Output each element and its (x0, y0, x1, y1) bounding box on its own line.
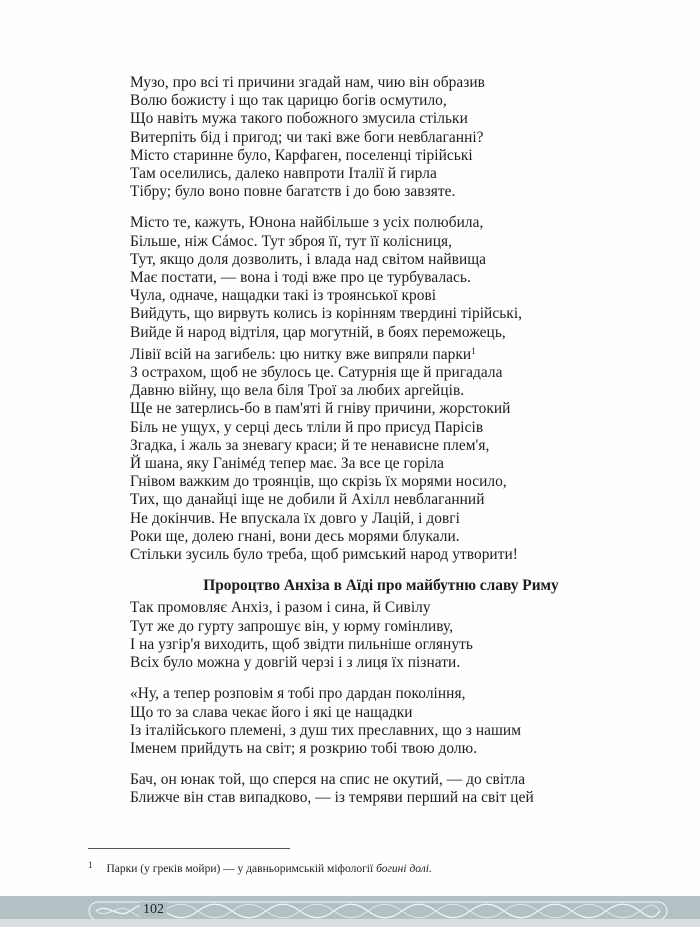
poem-line: Там оселились, далеко навпроти Італії й гирла (130, 165, 437, 183)
poem-line: Так промовляє Анхіз, і разом і сина, й Сивілу (130, 599, 431, 617)
poem-line: З острахом, щоб не збулось це. Сатурнія ще й пригадала (130, 364, 503, 382)
poem-line: Тут, якщо доля дозволить, і влада над світом найвища (130, 250, 487, 268)
poem-line: Більше, ніж Сáмос. Тут зброя її, тут її колісниця, (130, 232, 453, 250)
stanza-3 (130, 599, 580, 672)
poem-line: Тібру; було воно повне багатств і до бою завзяте. (130, 183, 456, 201)
poem-line: Не докінчив. Не впускала їх довго у Лацій, і довгі (130, 509, 460, 527)
poem-line: І на узгір'я виходить, щоб звідти пильніше оглянуть (130, 635, 473, 653)
stanza-4 (130, 685, 580, 758)
stanza-2 (130, 214, 580, 564)
poem-line: Має постати, — вона і тоді вже про це турбувалась. (130, 269, 471, 287)
stanza-1 (130, 74, 580, 201)
poem-line: Чула, одначе, нащадки такі із троянської крові (130, 287, 437, 305)
poem-line: Іменем прийдуть на світ; я розкрию тобі твою долю. (130, 739, 478, 757)
poem-line: Тут же до гурту запрошує він, у юрму гомінливу, (130, 617, 454, 635)
poem-line-with-footnote (130, 342, 580, 364)
poem-line: «Ну, а тепер розповім я тобі про дардан покоління, (130, 685, 466, 703)
bottom-strip (0, 919, 700, 927)
poem-line: Місто те, кажуть, Юнона найбільше з усіх полюбила, (130, 214, 484, 232)
page-number: 102 (140, 902, 167, 918)
poem-line: Гнівом важким до троянців, що скрізь їх морями носило, (130, 473, 507, 491)
poem-line: Згадка, і жаль за зневагу краси; й те ненависне плем'я, (130, 436, 490, 454)
footnote-text: Парки (у греків мойри) — у давньоримській міфології (106, 863, 377, 875)
footnote-divider (88, 848, 290, 849)
poem-line: Вийде й народ відтіля, цар могутній, в боях переможець, (130, 323, 506, 341)
footnote-reference[interactable]: 1 (471, 345, 476, 356)
poem-line: Музо, про всі ті причини згадай нам, чию він образив (130, 74, 485, 91)
section-title: Пророцтво Анхіза в Аїді про майбутню славу Риму (203, 577, 559, 595)
poem-line: Й шана, яку Ганімéд тепер має. За все це горіла (130, 455, 444, 473)
poem-line: Волю божисту і що так царицю богів осмутило, (130, 92, 447, 110)
poem-line: Тих, що данайці іще не добили й Ахілл невблаганний (130, 491, 485, 509)
poem-line: Вийдуть, що вирвуть колись із корінням твердині тірійські, (130, 305, 523, 323)
poem-line: Що то за слава чекає його і які це нащадки (130, 703, 413, 721)
poem-line: Що навіть мужа такого побожного змусила стільки (130, 110, 468, 128)
stanza-5 (130, 771, 580, 807)
footnote-italic-text: богині долі. (376, 863, 432, 875)
poem-line: Всіх було можна у довгій черзі і з лиця їх пізнати. (130, 654, 461, 672)
poem-line: Ще не затерлись-бо в пам'яті й гніву причини, жорстокий (130, 400, 511, 418)
footnote (88, 860, 432, 875)
poem-line: Давню війну, що вела біля Трої за любих аргейців. (130, 382, 465, 400)
poem-line: Витерпіть бід і пригод; чи такі вже боги невблаганні? (130, 128, 484, 146)
poem-text (130, 74, 580, 821)
poem-line-text: Лівії всій на загибель: цю нитку вже випряли парки (130, 345, 472, 363)
poem-line: Ближче він став випадково, — із темряви перший на світ цей (130, 789, 534, 807)
poem-line: Місто старинне було, Карфаген, поселенці тірійські (130, 146, 473, 164)
poem-line: Роки ще, долею гнані, вони десь морями блукали. (130, 527, 460, 545)
footnote-mark: 1 (88, 860, 93, 870)
poem-line: Біль не ущух, у серці десь тліли й про присуд Парісів (130, 418, 484, 436)
poem-line: Із італійського племені, з душ тих преславних, що з нашим (130, 721, 521, 739)
poem-line: Бач, он юнак той, що сперся на спис не окутий, — до світла (130, 771, 526, 789)
poem-line: Стільки зусиль було треба, щоб римський народ утворити! (130, 546, 518, 564)
